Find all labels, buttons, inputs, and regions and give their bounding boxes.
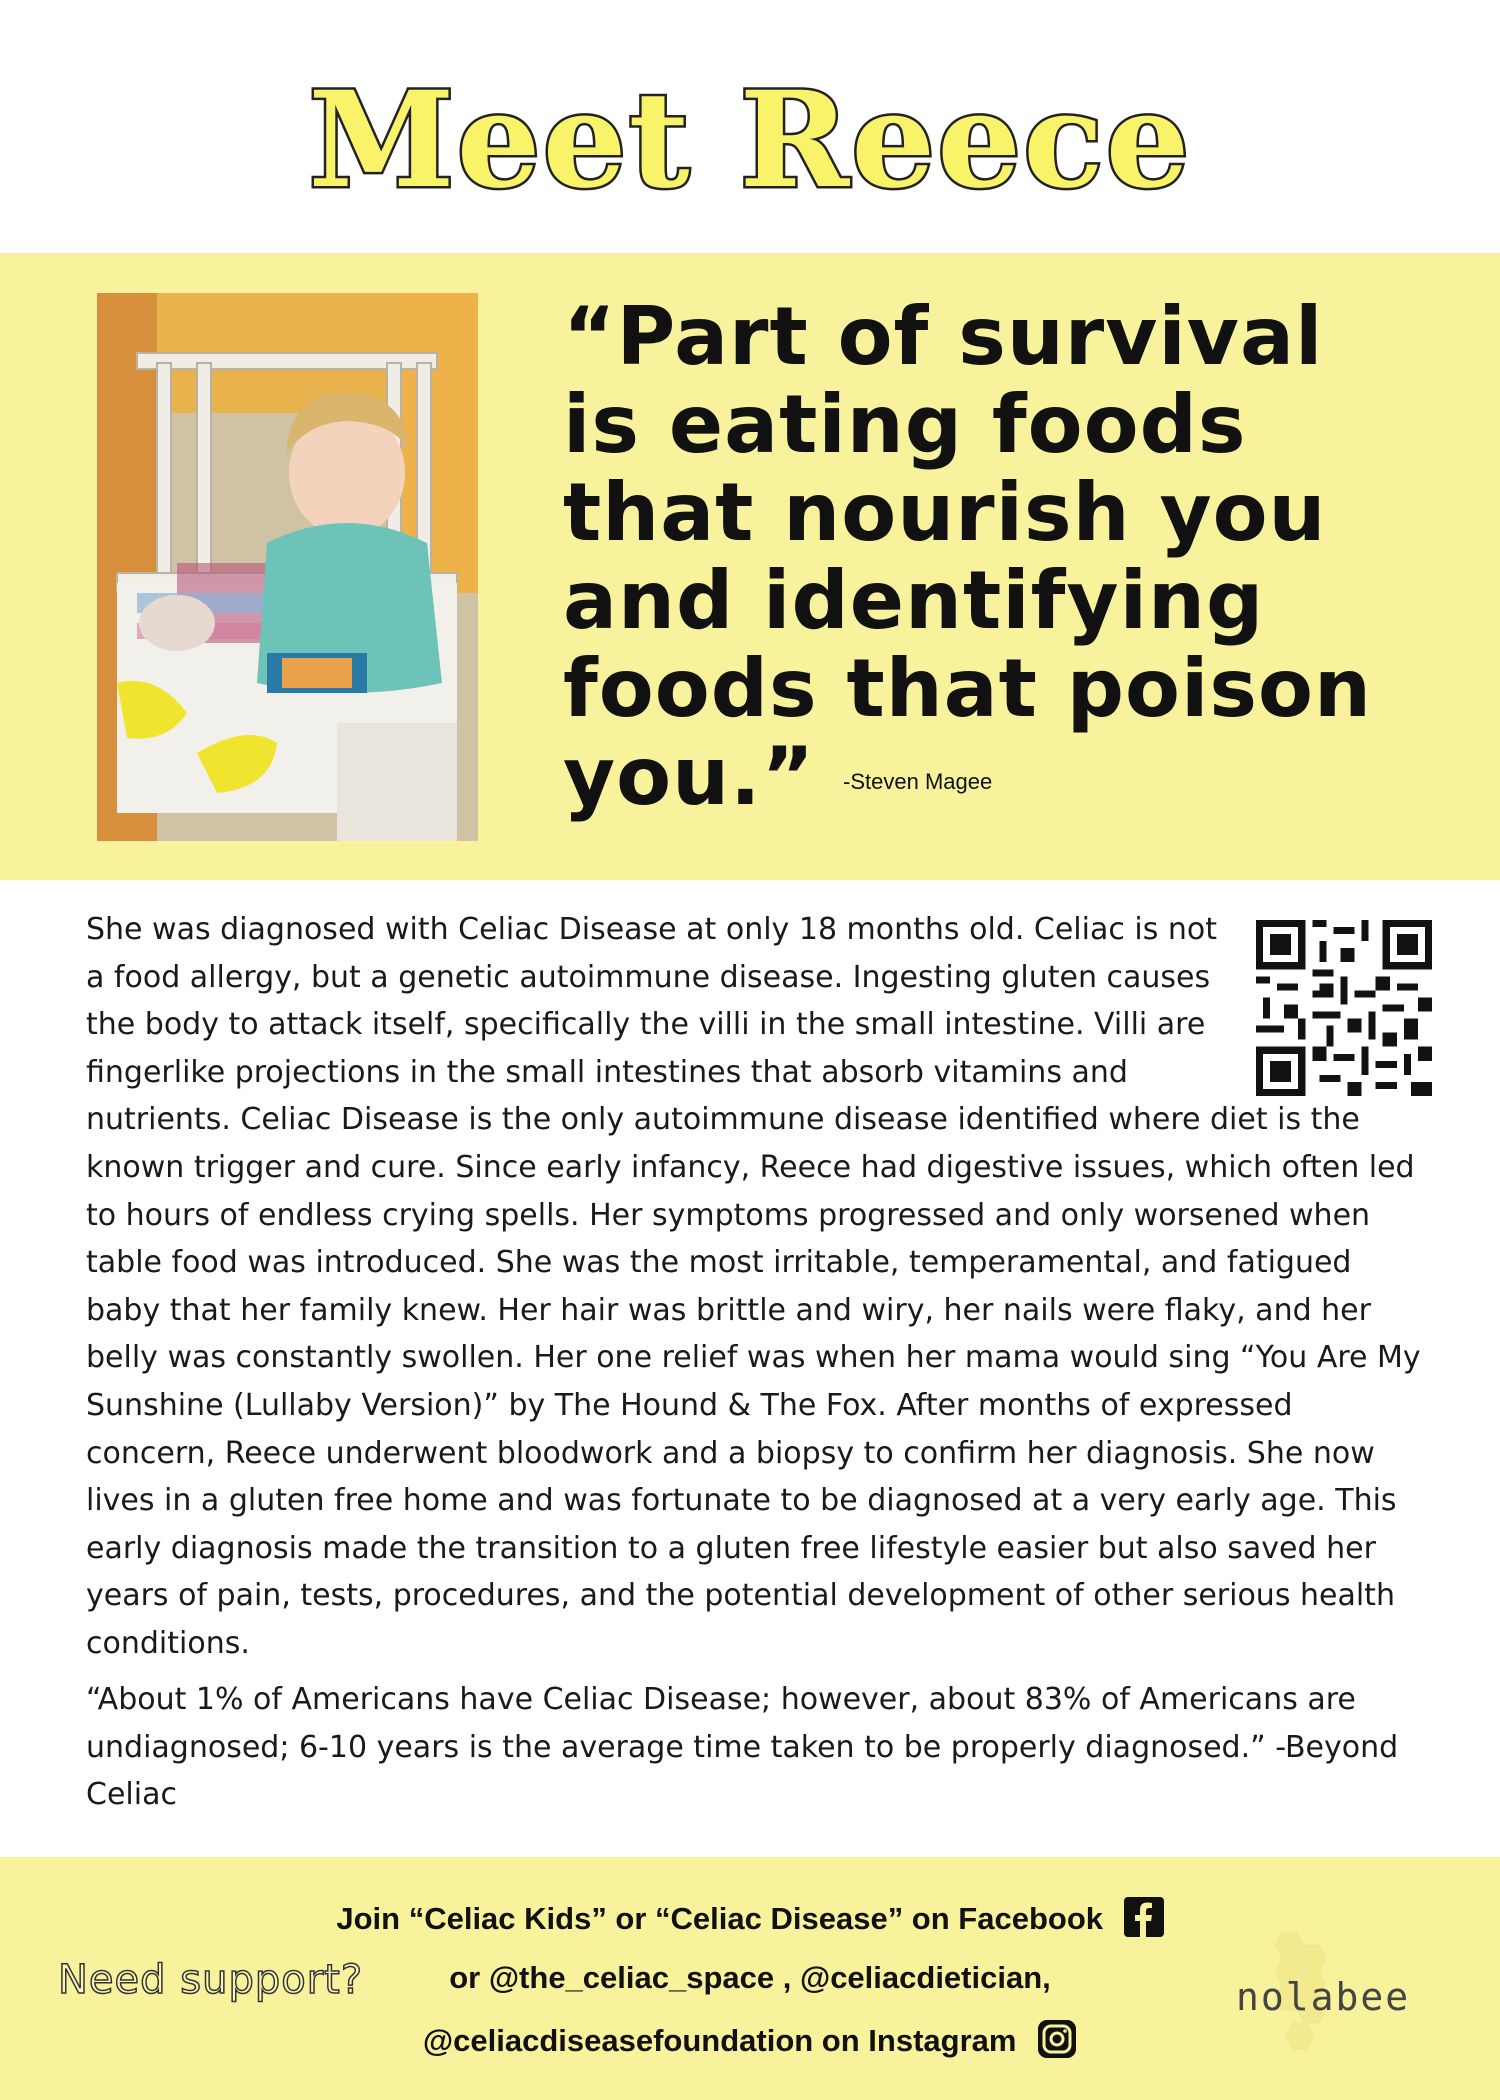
quote-line: and identifying xyxy=(563,554,1265,647)
quote-line: you.” xyxy=(563,730,816,823)
statistic-quote: “About 1% of Americans have Celiac Disease; however, about 83% of Americans are undiagnosed; 6-10 years is the average time taken to be properly diagnosed.” -Beyond Celiac xyxy=(86,1682,1399,1813)
quote-line: foods that poison xyxy=(563,642,1372,735)
child-in-hospital-crib-photo xyxy=(97,293,478,841)
quote-line: that nourish you xyxy=(563,466,1327,559)
qr-code-icon[interactable] xyxy=(1256,920,1432,1096)
featured-quote xyxy=(563,290,1463,826)
instagram-text[interactable]: @celiacdiseasefoundation on Instagram xyxy=(422,2023,1017,2059)
title-text: Meet Reece xyxy=(308,63,1192,218)
story-paragraph: She was diagnosed with Celiac Disease at only 18 months old. Celiac is not a food allergy, but a genetic autoimmune disease. Ingesting gluten causes the body to attack itself, specifically the villi in the small intestine. Villi are fingerlike projections in the small intestines that absorb vitamins and nutrients. Celiac Disease is the only autoimmune disease identified where diet is the known trigger and cure. Since early infancy, Reece had digestive issues, which often led to hours of endless crying spells. Her symptoms progressed and only worsened when table food was introduced. She was the most irritable, temperamental, and fatigued baby that her family knew. Her hair was brittle and wiry, her nails were flaky, and her belly was constantly swollen. Her one relief was when her mama would sing “You Are My Sunshine (Lullaby Version)” by The Hound & The Fox. After months of expressed concern, Reece underwent bloodwork and a biopsy to confirm her diagnosis. She now lives in a gluten free home and was fortunate to be diagnosed at a very early age. This early diagnosis made the transition to a gluten free lifestyle easier but also saved her years of pain, tests, procedures, and the potential development of other serious health conditions. xyxy=(86,912,1421,1661)
need-support-label: Need support? xyxy=(58,1957,364,2003)
quote-author: -Steven Magee xyxy=(843,769,993,795)
facebook-text[interactable]: Join “Celiac Kids” or “Celiac Disease” on Facebook xyxy=(336,1901,1104,1937)
reece-photo xyxy=(97,293,478,841)
brand-logo: nolabee xyxy=(1236,1975,1411,2019)
page-title xyxy=(0,28,1500,238)
title-graphic xyxy=(0,28,1500,238)
instagram-icon[interactable] xyxy=(1037,2019,1077,2067)
story-section xyxy=(86,906,1426,1668)
facebook-icon[interactable] xyxy=(1124,1897,1164,1945)
quote-section xyxy=(0,253,1500,880)
instagram-handles-line[interactable]: or @the_celiac_space , @celiacdietician, xyxy=(449,1960,1051,1995)
footer xyxy=(0,1857,1500,2100)
quote-line: is eating foods xyxy=(563,378,1247,471)
quote-line: “Part of survival xyxy=(563,290,1324,383)
quote-line-last xyxy=(563,730,1463,826)
